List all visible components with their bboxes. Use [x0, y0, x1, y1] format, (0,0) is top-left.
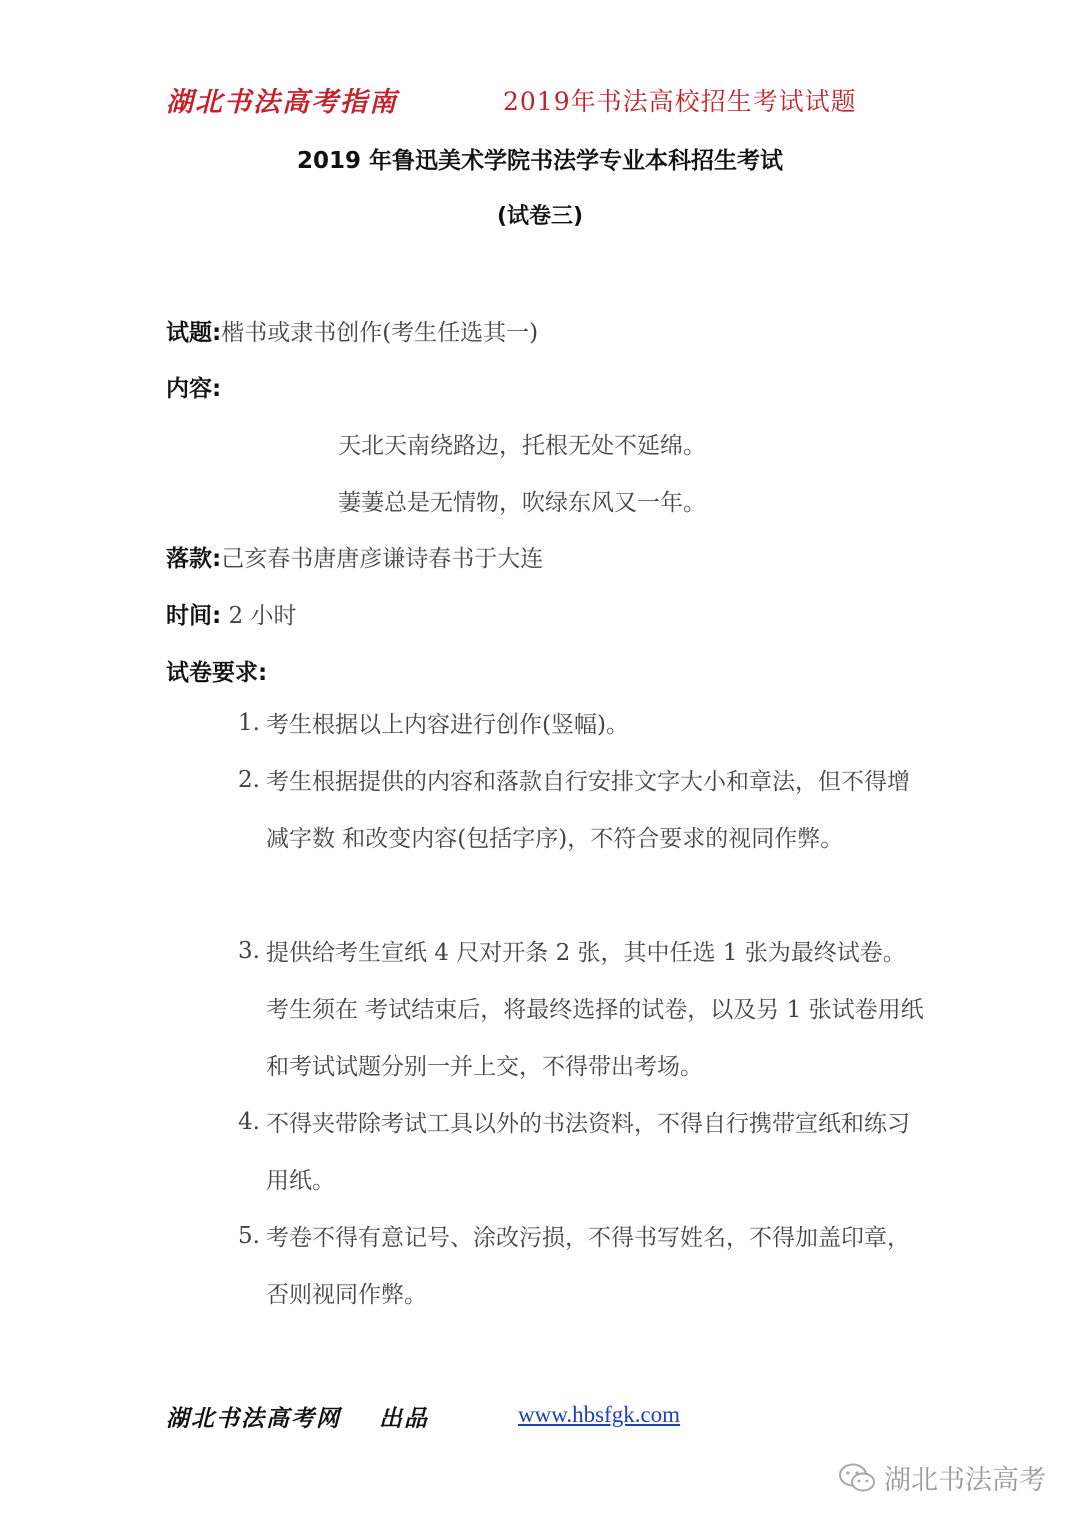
inscription-value: 己亥春书唐唐彦谦诗春书于大连 — [221, 546, 544, 572]
requirement-text: 考生根据提供的内容和落款自行安排文字大小和章法，但不得增减字数 和改变内容(包括字序)，不符合要求的视同作弊。 — [266, 769, 910, 852]
watermark-text: 湖北书法高考 — [884, 1465, 1046, 1496]
header-series: 2019年书法高校招生考试试题 — [503, 87, 857, 116]
requirement-number: 4. — [238, 1109, 260, 1135]
page-title: 2019 年鲁迅美术学院书法学专业本科招生考试 — [296, 148, 784, 174]
requirement-text: 考卷不得有意记号、涂改污损，不得书写姓名，不得加盖印章，否则视同作弊。 — [266, 1225, 910, 1308]
inscription-label: 落款: — [166, 546, 222, 572]
requirement-item-3 — [238, 925, 928, 1096]
topic-row — [166, 314, 538, 347]
topic-value: 楷书或隶书创作(考生任选其一) — [221, 320, 539, 346]
requirement-item-4 — [238, 1096, 928, 1210]
requirements-row — [166, 654, 267, 687]
requirement-item-1 — [238, 697, 928, 754]
requirement-text: 提供给考生宣纸 4 尺对开条 2 张，其中任选 1 张为最终试卷。考生须在 考试结束后，将最终选择的试卷，以及另 1 张试卷用纸和考试试题分别一并上交，不得带出考场。 — [266, 940, 924, 1080]
duration-label: 时间: — [166, 603, 222, 629]
requirement-text: 不得夹带除考试工具以外的书法资料，不得自行携带宣纸和练习用纸。 — [266, 1111, 910, 1194]
page-subtitle: (试卷三) — [496, 204, 584, 229]
inscription-row — [166, 540, 543, 573]
footer-brand — [166, 1400, 429, 1433]
requirement-number: 2. — [238, 767, 260, 793]
requirement-text: 考生根据以上内容进行创作(竖幅)。 — [266, 712, 629, 738]
requirement-item-5 — [238, 1210, 928, 1324]
content-label: 内容: — [166, 376, 222, 402]
requirement-number: 3. — [238, 938, 260, 964]
poem-line-1: 天北天南绕路边，托根无处不延绵。 — [338, 433, 706, 459]
watermark — [838, 1458, 1046, 1497]
content-row — [166, 370, 221, 403]
duration-row — [166, 597, 296, 630]
duration-value: 2 小时 — [228, 603, 297, 629]
requirement-number: 1. — [238, 710, 260, 736]
footer-website-link[interactable]: www.hbsfgk.com — [518, 1402, 681, 1427]
requirement-item-2 — [238, 754, 928, 868]
wechat-icon — [838, 1462, 876, 1494]
footer-produced: 出品 — [379, 1405, 430, 1432]
requirement-number: 5. — [238, 1223, 260, 1249]
header-brand: 湖北书法高考指南 — [166, 87, 398, 118]
topic-label: 试题: — [166, 320, 222, 346]
footer-brand-name: 湖北书法高考网 — [166, 1405, 341, 1432]
poem-line-2: 萋萋总是无情物，吹绿东风又一年。 — [338, 490, 706, 516]
requirements-label: 试卷要求: — [166, 660, 268, 686]
